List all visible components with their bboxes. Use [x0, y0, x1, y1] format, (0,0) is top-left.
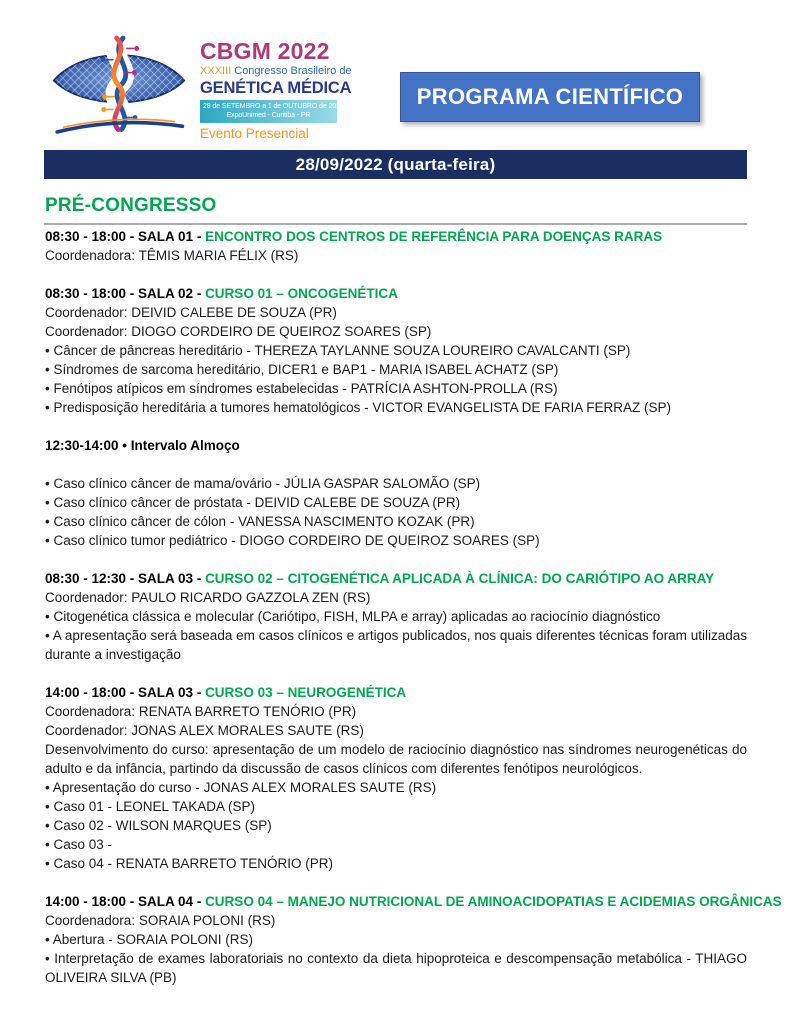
bullet-line: • Caso clínico tumor pediátrico - DIOGO CORDEIRO DE QUEIROZ SOARES (SP)	[45, 533, 540, 548]
text-line: Coordenador: DIOGO CORDEIRO DE QUEIROZ SOARES (SP)	[45, 324, 432, 339]
spacer-line	[45, 550, 747, 569]
logo-series-rest: Congresso Brasileiro de	[231, 65, 352, 77]
session-line	[45, 284, 747, 303]
session-time-room: 08:30 - 12:30 - SALA 03 -	[45, 571, 206, 586]
bullet-line: • Interpretação de exames laboratoriais no contexto da dieta hipoproteica e descompensação metabólica - THIAGO OLIVEIRA SILVA (PB)	[45, 951, 747, 985]
dna-eye-icon	[44, 34, 194, 140]
spacer-line	[45, 873, 747, 892]
schedule-note: 12:30-14:00 • Intervalo Almoço	[45, 438, 240, 453]
cbgm-logo	[44, 34, 352, 141]
bullet-line: • Síndromes de sarcoma hereditário, DICER1 e BAP1 - MARIA ISABEL ACHATZ (SP)	[45, 362, 559, 377]
logo-dates-line1: 28 de SETEMBRO a 1 de OUTUBRO de 2022	[203, 102, 344, 110]
spacer-line	[45, 664, 747, 683]
text-line: Desenvolvimento do curso: apresentação de um modelo de raciocínio diagnóstico nas síndromes neurogenéticas do adulto e da infância, partindo da discussão de casos clínicos com diferentes fenótipos neurológicos.	[45, 742, 747, 776]
session-title: CURSO 03 – NEUROGENÉTICA	[205, 685, 407, 700]
session-time-room: 08:30 - 18:00 - SALA 01 -	[45, 229, 206, 244]
logo-congress-title: GENÉTICA MÉDICA	[200, 78, 352, 97]
heading-rule	[44, 223, 747, 225]
bullet-line: • Caso 03 -	[45, 837, 113, 852]
spacer-line	[45, 265, 747, 284]
bullet-line: • Predisposição hereditária a tumores hematológicos - VICTOR EVANGELISTA DE FARIA FERRAZ (SP)	[45, 400, 671, 415]
session-time-room: 08:30 - 18:00 - SALA 02 -	[45, 286, 206, 301]
session-line	[45, 683, 747, 702]
session-time-room: 14:00 - 18:00 - SALA 04 -	[45, 894, 206, 909]
text-line: Coordenadora: TÊMIS MARIA FÉLIX (RS)	[45, 248, 299, 263]
bullet-line: • Caso clínico câncer de próstata - DEIVID CALEBE DE SOUZA (PR)	[45, 495, 461, 510]
session-title: CURSO 01 – ONCOGENÉTICA	[205, 286, 398, 301]
session-line	[45, 569, 747, 588]
section-heading: PRÉ-CONGRESSO	[45, 195, 217, 216]
text-line: Coordenador: DEIVID CALEBE DE SOUZA (PR)	[45, 305, 337, 320]
logo-congress-name: CBGM 2022	[200, 38, 330, 64]
program-lines	[45, 227, 782, 987]
session-time-room: 14:00 - 18:00 - SALA 03 -	[45, 685, 206, 700]
session-title: CURSO 02 – CITOGENÉTICA APLICADA À CLÍNICA: DO CARIÓTIPO AO ARRAY	[205, 571, 715, 586]
bullet-line: • Caso 04 - RENATA BARRETO TENÓRIO (PR)	[45, 856, 334, 871]
text-line: Coordenador: PAULO RICARDO GAZZOLA ZEN (RS)	[45, 590, 371, 605]
logo-series-line	[200, 65, 352, 79]
bullet-line: • Caso clínico câncer de mama/ovário - JÚLIA GASPAR SALOMÃO (SP)	[45, 476, 481, 491]
bullet-line: • Apresentação do curso - JONAS ALEX MORALES SAUTE (RS)	[45, 780, 437, 795]
program-title-box: PROGRAMA CIENTÍFICO	[400, 72, 700, 122]
logo-tagline: Evento Presencial	[200, 125, 309, 141]
text-line: Coordenadora: SORAIA POLONI (RS)	[45, 913, 276, 928]
logo-text-block	[200, 38, 352, 141]
session-title: ENCONTRO DOS CENTROS DE REFERÊNCIA PARA DOENÇAS RARAS	[205, 229, 663, 244]
bullet-line: • Caso 02 - WILSON MARQUES (SP)	[45, 818, 272, 833]
bullet-line: • Caso clínico câncer de cólon - VANESSA NASCIMENTO KOZAK (PR)	[45, 514, 475, 529]
spacer-line	[45, 417, 747, 436]
bullet-line: • Citogenética clássica e molecular (Cariótipo, FISH, MLPA e array) aplicadas ao raciocínio diagnóstico	[45, 609, 661, 624]
logo-dates-banner	[200, 100, 344, 123]
session-title: CURSO 04 – MANEJO NUTRICIONAL DE AMINOACIDOPATIAS E ACIDEMIAS ORGÂNICAS	[205, 894, 782, 909]
bullet-line: • Câncer de pâncreas hereditário - THEREZA TAYLANNE SOUZA LOUREIRO CAVALCANTI (SP)	[45, 343, 631, 358]
bullet-line: • Fenótipos atípicos em síndromes estabelecidas - PATRÍCIA ASHTON-PROLLA (RS)	[45, 381, 558, 396]
session-line	[45, 892, 782, 911]
bullet-line: • A apresentação será baseada em casos clínicos e artigos publicados, nos quais diferentes técnicas foram utilizadas durante a investigação	[45, 628, 747, 662]
date-banner: 28/09/2022 (quarta-feira)	[44, 150, 747, 179]
logo-dates-line2: ExpoUnimed - Curitiba - PR	[226, 112, 311, 120]
text-line: Coordenadora: RENATA BARRETO TENÓRIO (PR)	[45, 704, 357, 719]
bullet-line: • Caso 01 - LEONEL TAKADA (SP)	[45, 799, 256, 814]
text-line: Coordenador: JONAS ALEX MORALES SAUTE (RS)	[45, 723, 364, 738]
bullet-line: • Abertura - SORAIA POLONI (RS)	[45, 932, 254, 947]
logo-series-number: XXXIII	[200, 65, 232, 77]
spacer-line	[45, 455, 747, 474]
session-line	[45, 227, 747, 246]
